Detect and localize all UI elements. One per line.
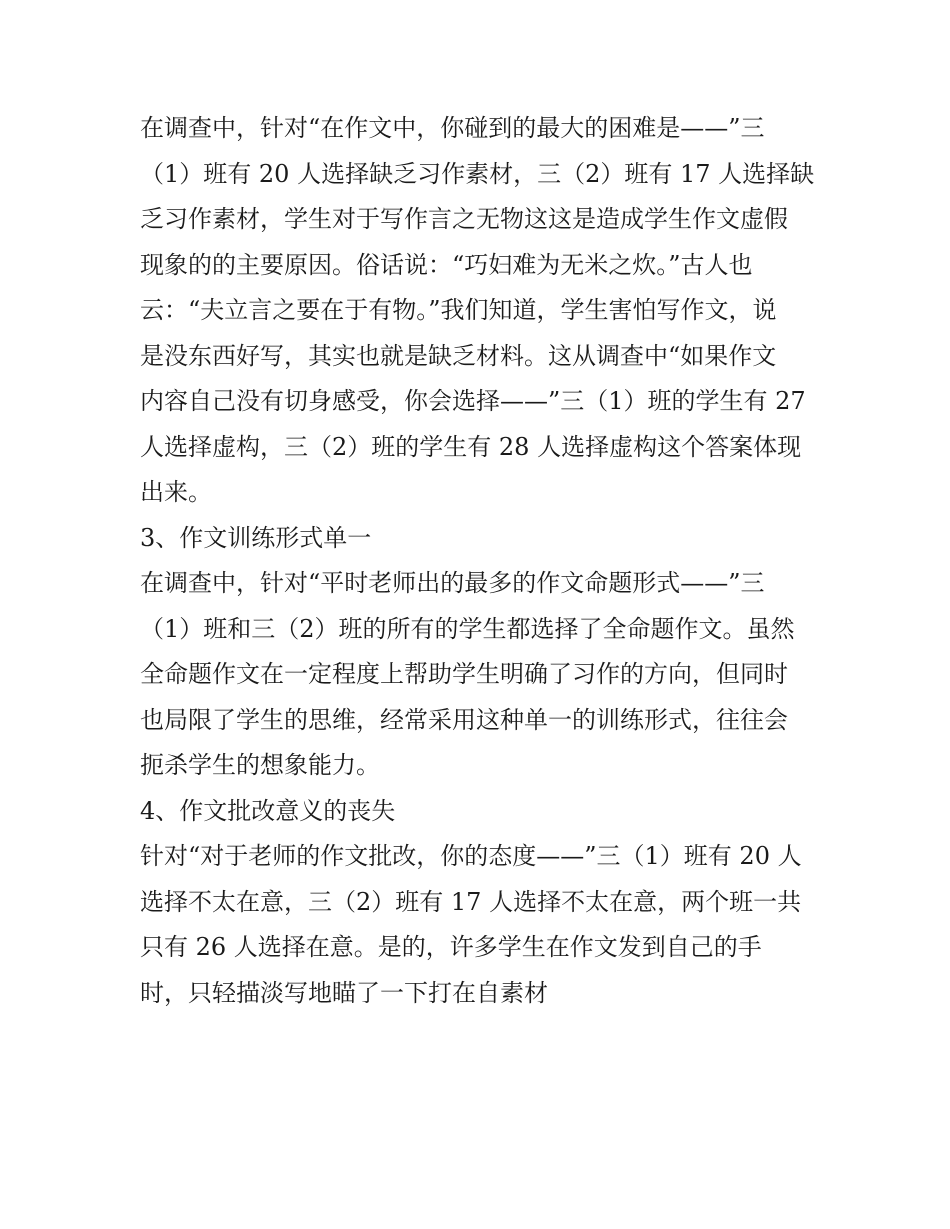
text-line: 云：“夫立言之要在于有物。”我们知道，学生害怕写作文，说	[140, 296, 777, 324]
text-line: 在调查中，针对“在作文中，你碰到的最大的困难是——”三	[140, 114, 765, 142]
text-line: 全命题作文在一定程度上帮助学生明确了习作的方向，但同时	[140, 660, 788, 688]
text-line: 也局限了学生的思维，经常采用这种单一的训练形式，往往会	[140, 705, 788, 734]
text-line: 人选择虚构，三（2）班的学生有 28 人选择虚构这个答案体现	[140, 432, 802, 461]
text-line: 只有 26 人选择在意。是的，许多学生在作文发到自己的手	[140, 933, 762, 961]
text-line: 现象的的主要原因。俗话说：“巧妇难为无米之炊。”古人也	[140, 250, 753, 279]
text-line: 出来。	[140, 478, 212, 506]
text-line: 内容自己没有切身感受，你会选择——”三（1）班的学生有 27	[140, 387, 806, 415]
text-line: 在调查中，针对“平时老师出的最多的作文命题形式——”三	[140, 569, 765, 597]
section-heading: 4、作文批改意义的丧失	[140, 796, 396, 825]
text-line: 扼杀学生的想象能力。	[140, 751, 380, 779]
text-line: 针对“对于老师的作文批改，你的态度——”三（1）班有 20 人	[140, 842, 802, 870]
text-line: 是没东西好写，其实也就是缺乏材料。这从调查中“如果作文	[140, 341, 777, 370]
document-body	[140, 106, 820, 1016]
section-heading: 3、作文训练形式单一	[140, 523, 372, 552]
text-line: 选择不太在意，三（2）班有 17 人选择不太在意，两个班一共	[140, 887, 802, 916]
text-line: 时，只轻描淡写地瞄了一下打在自素材	[140, 978, 548, 1007]
text-line: （1）班和三（2）班的所有的学生都选择了全命题作文。虽然	[140, 614, 795, 643]
text-line: （1）班有 20 人选择缺乏习作素材，三（2）班有 17 人选择缺	[140, 159, 815, 188]
text-line: 乏习作素材，学生对于写作言之无物这这是造成学生作文虚假	[140, 205, 788, 233]
